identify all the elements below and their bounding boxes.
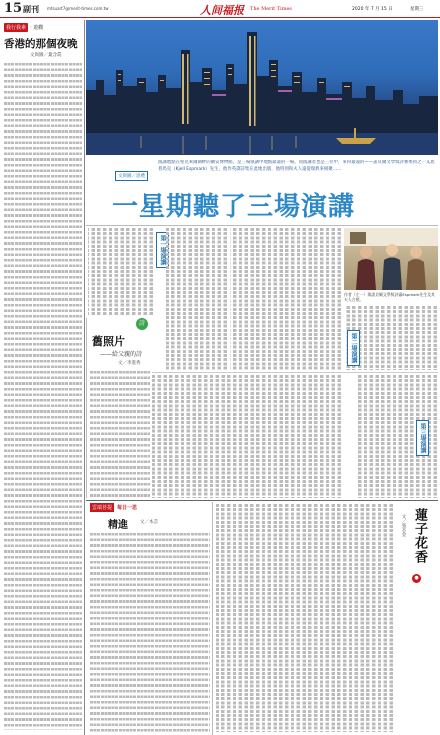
jingjin-tag-sub: 每日一思	[117, 505, 138, 511]
bottom-divider	[212, 502, 213, 735]
section-two-heading: 第二場演講	[347, 330, 360, 366]
author-photo-figures	[344, 228, 438, 290]
harbour-night-photo	[86, 20, 438, 155]
left-column	[0, 20, 84, 735]
newspaper-logo-en: The Merit Times	[250, 6, 292, 12]
issue-weekday: 星期三	[410, 7, 424, 12]
feature-byline: 文與圖／思禮	[115, 171, 148, 181]
lianzi-icon: ●	[412, 574, 421, 583]
column-tag	[4, 23, 43, 32]
feature-body-lower	[152, 375, 342, 498]
feature-body-left	[88, 228, 154, 316]
lianzi-title-block	[396, 504, 438, 732]
feature-body-right	[230, 228, 342, 370]
lianzi-title: 蓮子花香	[412, 508, 427, 564]
feature-body-mid	[166, 228, 228, 370]
jingjin-tag: 雲端菩提	[92, 505, 113, 511]
feature-headline: 一星期聽了三場演講	[112, 192, 356, 222]
harbour-skyline	[86, 20, 438, 155]
article-body	[4, 62, 82, 730]
jingjin-tag-row	[90, 503, 137, 512]
article-byline: 文與圖／葉含眞	[30, 53, 62, 58]
feature-mid-rule	[152, 372, 438, 373]
article-title: 香港的那個夜晚	[4, 38, 78, 50]
feature-top-rule	[86, 225, 438, 226]
poem-tag: 詩	[136, 318, 148, 330]
poem-subtitle: ——給父親的詩	[100, 351, 143, 358]
section-three-heading: 第三場演講	[416, 420, 429, 456]
masthead	[0, 0, 440, 18]
feature-intro: 演講地點在聖克萊爾湖畔的戴安博物館，是三場演講中地點最遠的一場。而演講者也是三位中，來得最遠的——諾貝爾文學獎評審委員之一艾思普馬克（Kjell Espmark）先生，他作英譯詩集在此地出版，他特別和夫人遠從瑞典來相聚……	[158, 160, 435, 172]
lianzi-byline: 文／張水金	[401, 514, 406, 537]
poem-body	[90, 370, 150, 498]
column-tag-label: 我行我素	[6, 25, 27, 31]
poem-divider	[86, 318, 87, 498]
newspaper-logo: 人间福报	[200, 4, 244, 17]
page-number: 15	[4, 1, 23, 16]
page-email: mtsuart7@merit-times.com.tw	[47, 6, 109, 11]
column-tag-sub: ‧ 遊觀	[30, 25, 44, 31]
poem-title: 舊照片	[92, 335, 125, 348]
author-photo-caption: 作者（左一）與諾貝爾文學獎評審Espmark先生及其夫人合照。	[344, 292, 435, 303]
issue-date: 2020 年 7 月 15 日	[352, 7, 393, 12]
jingjin-byline: 文／本芸	[140, 520, 158, 525]
author-photo	[344, 228, 438, 290]
column-divider	[84, 20, 85, 735]
bottom-section-rule	[86, 500, 438, 501]
section-one-heading: 第一場演講	[156, 232, 169, 268]
poem-byline: 文／李進秀	[118, 361, 141, 366]
jingjin-body	[90, 532, 210, 732]
lianzi-body	[216, 504, 394, 732]
jingjin-title: 精進	[108, 520, 128, 531]
page-label: 副刊	[23, 5, 39, 14]
